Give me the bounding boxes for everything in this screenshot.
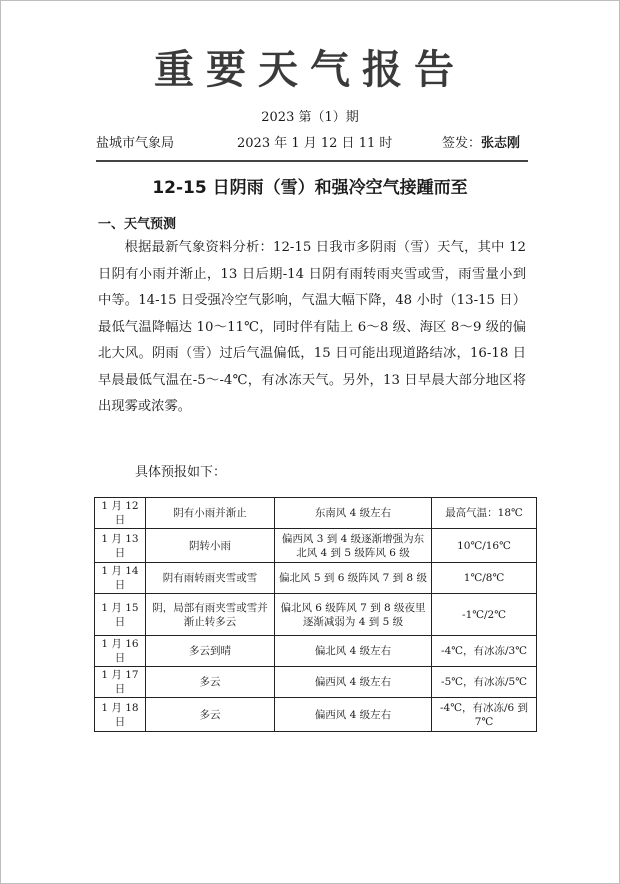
signer-name: 张志刚	[481, 136, 521, 151]
cell-date: 1 月 17 日	[95, 667, 146, 698]
cell-weather: 阴转小雨	[146, 529, 275, 563]
table-row	[95, 636, 537, 667]
cell-temperature: -4℃，有冰冻/3℃	[432, 636, 537, 667]
table-row	[95, 594, 537, 636]
header-divider	[96, 160, 528, 162]
cell-date: 1 月 14 日	[95, 563, 146, 594]
headline: 12-15 日阴雨（雪）和强冷空气接踵而至	[152, 178, 468, 198]
table-row	[95, 698, 537, 732]
cell-weather: 阴有小雨并渐止	[146, 498, 275, 529]
cell-date: 1 月 16 日	[95, 636, 146, 667]
report-title: 重要天气报告	[154, 47, 466, 93]
cell-weather: 阴有雨转雨夹雪或雪	[146, 563, 275, 594]
cell-weather: 多云	[146, 667, 275, 698]
forecast-paragraph: 根据最新气象资料分析：12-15 日我市多阴雨（雪）天气，其中 12 日阴有小雨并渐止，13 日后期-14 日阴有雨转雨夹雪或雪，雨雪量小到中等。14-15 日受强冷空气影响，气温大幅下降，48 小时（13-15 日）最低气温降幅达 10～11℃，同时伴有陆上 6～8 级、海区 8～9 级的偏北大风。阴雨（雪）过后气温偏低，15 日可能出现道路结冰，16-18 日早晨最低气温在-5～-4℃，有冰冻天气。另外，13 日早晨大部分地区将出现雾或浓雾。	[98, 240, 526, 414]
table-row	[95, 498, 537, 529]
cell-wind: 偏北风 4 级左右	[275, 636, 432, 667]
cell-date: 1 月 12 日	[95, 498, 146, 529]
cell-temperature: -4℃，有冰冻/6 到 7℃	[432, 698, 537, 732]
table-row	[95, 529, 537, 563]
cell-wind: 偏西风 4 级左右	[275, 698, 432, 732]
cell-date: 1 月 13 日	[95, 529, 146, 563]
issue-date: 2023 年 1 月 12 日 11 时	[237, 136, 393, 151]
cell-weather: 多云到晴	[146, 636, 275, 667]
issue-number: 2023 第（1）期	[261, 110, 359, 125]
cell-wind: 偏西风 4 级左右	[275, 667, 432, 698]
forecast-intro: 具体预报如下：	[135, 465, 227, 480]
cell-temperature: 1℃/8℃	[432, 563, 537, 594]
section-heading: 一、天气预测	[98, 217, 177, 232]
cell-weather: 多云	[146, 698, 275, 732]
signer	[442, 135, 520, 153]
issuing-bureau: 盐城市气象局	[96, 136, 175, 151]
cell-wind: 东南风 4 级左右	[275, 498, 432, 529]
cell-date: 1 月 15 日	[95, 594, 146, 636]
cell-wind: 偏北风 6 级阵风 7 到 8 级夜里逐渐减弱为 4 到 5 级	[275, 594, 432, 636]
cell-temperature: -1℃/2℃	[432, 594, 537, 636]
cell-temperature: 最高气温：18℃	[432, 498, 537, 529]
cell-wind: 偏西风 3 到 4 级逐渐增强为东北风 4 到 5 级阵风 6 级	[275, 529, 432, 563]
cell-weather: 阴，局部有雨夹雪或雪并渐止转多云	[146, 594, 275, 636]
cell-temperature: -5℃，有冰冻/5℃	[432, 667, 537, 698]
forecast-table	[94, 497, 537, 732]
cell-temperature: 10℃/16℃	[432, 529, 537, 563]
table-row	[95, 563, 537, 594]
cell-date: 1 月 18 日	[95, 698, 146, 732]
cell-wind: 偏北风 5 到 6 级阵风 7 到 8 级	[275, 563, 432, 594]
signer-label: 签发：	[442, 136, 482, 151]
table-row	[95, 667, 537, 698]
